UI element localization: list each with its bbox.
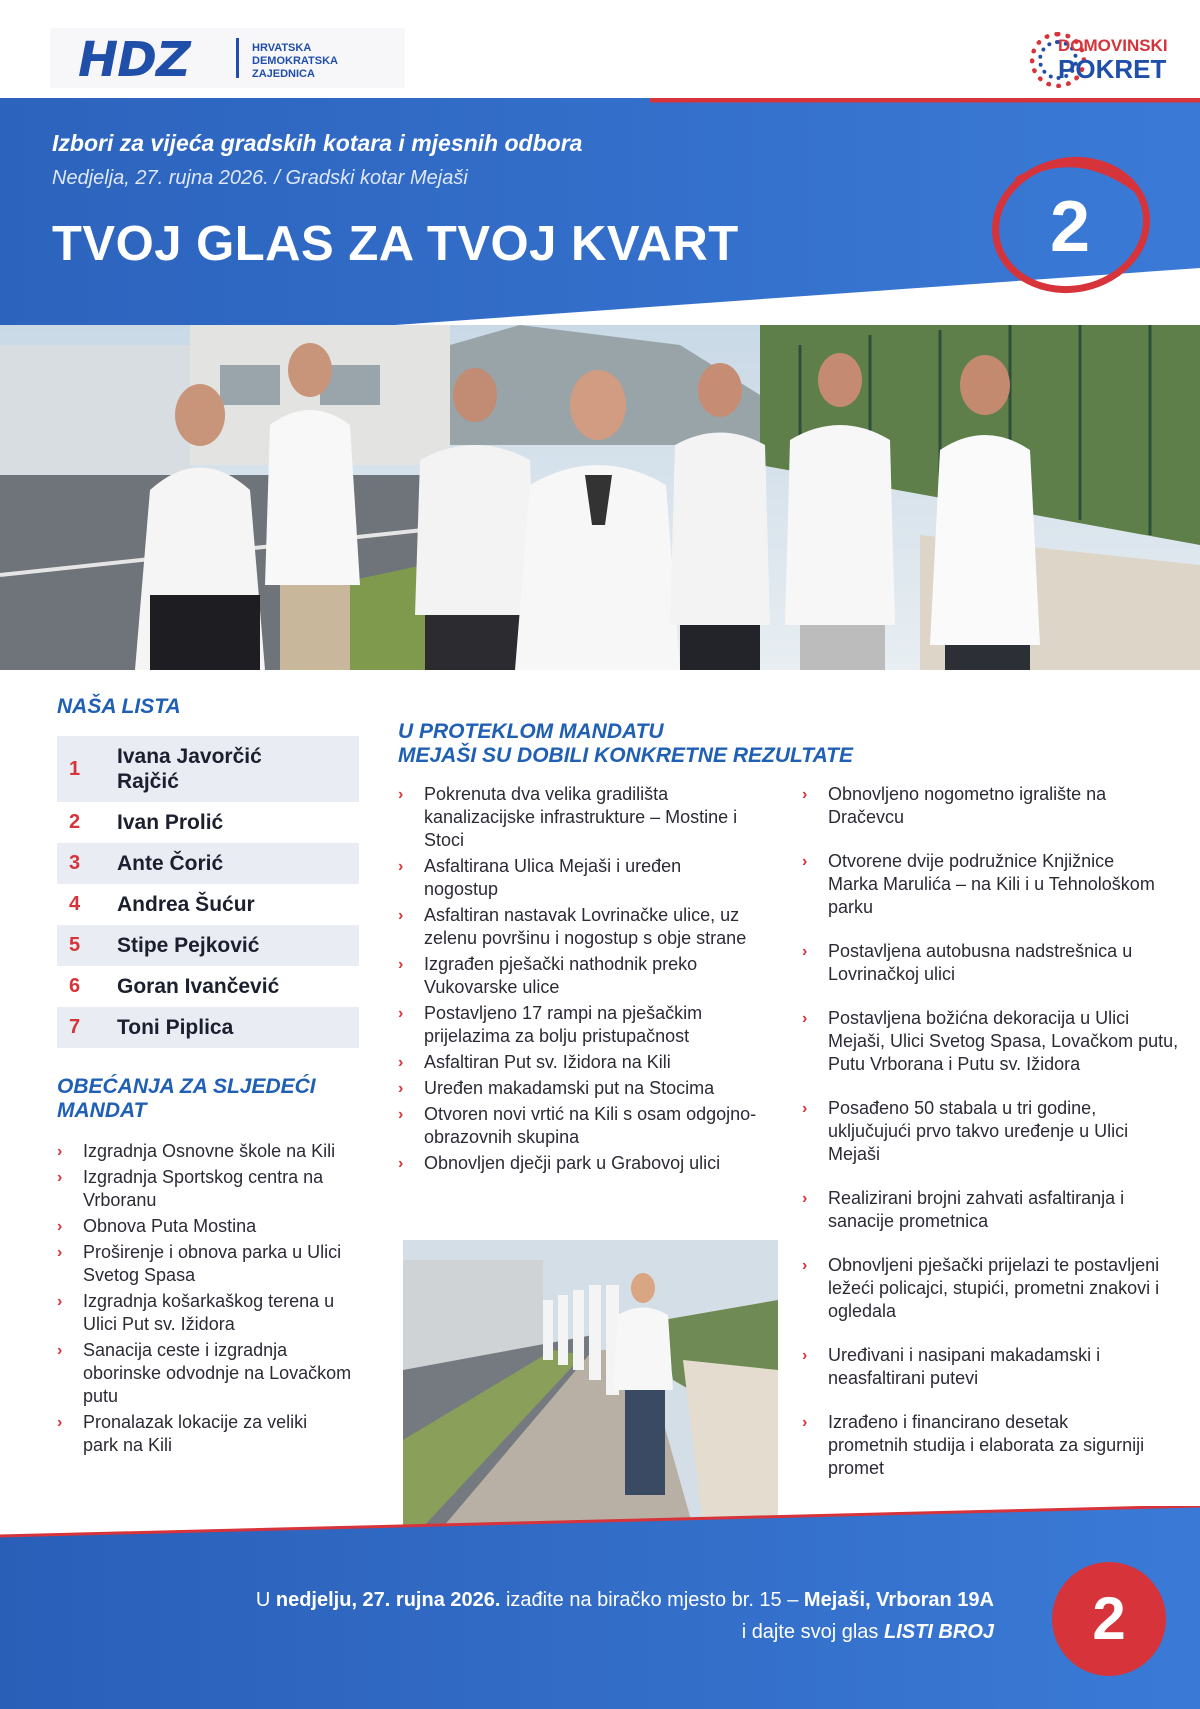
result-item bbox=[802, 1254, 1173, 1323]
promise-item bbox=[57, 1290, 368, 1336]
footer-call-to-action bbox=[100, 1621, 994, 1644]
candidate-number: 7 bbox=[69, 1016, 81, 1038]
promise-item bbox=[57, 1339, 353, 1408]
result-item bbox=[802, 940, 1188, 986]
footer-list-label: LISTI BROJ bbox=[883, 1621, 994, 1643]
result-item bbox=[398, 1103, 769, 1149]
result-text: Asfaltiran Put sv. Ižidora na Kili bbox=[424, 1052, 671, 1072]
promise-text: Obnova Puta Mostina bbox=[83, 1216, 257, 1236]
result-text: Izrađeno i financirano desetak prometnih studija i elaborata za sigurniji promet bbox=[828, 1412, 1145, 1478]
results-heading-line: MEJAŠI SU DOBILI KONKRETNE REZULTATE bbox=[398, 744, 854, 767]
hdz-name-line: HRVATSKA bbox=[252, 42, 312, 54]
result-item bbox=[398, 904, 794, 950]
candidate-number: 1 bbox=[69, 757, 81, 780]
result-item bbox=[398, 1051, 794, 1074]
results-heading-line: U PROTEKLOM MANDATU bbox=[398, 720, 664, 743]
result-item bbox=[802, 850, 1168, 919]
result-text: Postavljena autobusna nadstrešnica u Lovrinačkoj ulici bbox=[828, 941, 1133, 984]
promises-heading: OBEĆANJA ZA SLJEDEĆI MANDAT bbox=[57, 1075, 316, 1122]
hdz-logo bbox=[50, 28, 405, 88]
promise-text: Proširenje i obnova parka u Ulici Svetog Spasa bbox=[83, 1242, 342, 1285]
footer-voting-info bbox=[100, 1589, 994, 1612]
promise-item bbox=[57, 1215, 383, 1238]
result-item bbox=[802, 1187, 1188, 1233]
chevron-right-icon: › bbox=[57, 1244, 63, 1261]
promise-item bbox=[57, 1140, 363, 1163]
candidate-name: Andrea Šućur bbox=[117, 893, 255, 916]
result-text: Obnovljeno nogometno igralište na Dračevcu bbox=[828, 784, 1107, 827]
promise-text: Izgradnja košarkaškog terena u Ulici Put sv. Ižidora bbox=[83, 1291, 335, 1334]
candidate-row bbox=[57, 884, 359, 925]
result-text: Izgrađen pješački nathodnik preko Vukovarske ulice bbox=[424, 954, 698, 997]
candidate-list-heading: NAŠA LISTA bbox=[57, 695, 181, 718]
promise-item bbox=[57, 1411, 323, 1457]
footer-location: Mejaši, Vrboran 19A bbox=[803, 1589, 994, 1611]
result-text: Obnovljeni pješački prijelazi te postavljeni ležeći policajci, stupići, prometni znakovi i ogledala bbox=[828, 1255, 1160, 1321]
candidate-row bbox=[57, 736, 359, 802]
chevron-right-icon: › bbox=[57, 1218, 63, 1235]
result-text: Otvoren novi vrtić na Kili s osam odgojno-obrazovnih skupina bbox=[424, 1104, 757, 1147]
result-text: Otvorene dvije podružnice Knjižnice Marka Marulića – na Kili i u Tehnološkom parku bbox=[828, 851, 1155, 917]
chevron-right-icon: › bbox=[398, 858, 404, 875]
result-text: Asfaltirana Ulica Mejaši i uređen nogostup bbox=[424, 856, 682, 899]
chevron-right-icon: › bbox=[57, 1143, 63, 1160]
election-subtitle: Izbori za vijeća gradskih kotara i mjesnih odbora bbox=[52, 130, 583, 156]
dp-logo-bottom-text: POKRET bbox=[1058, 54, 1167, 84]
footer-text: i dajte svoj glas bbox=[741, 1621, 884, 1643]
chevron-right-icon: › bbox=[802, 1414, 808, 1431]
result-item bbox=[802, 1097, 1173, 1166]
footer-text: izađite na biračko mjesto br. 15 – bbox=[500, 1589, 804, 1611]
result-item bbox=[802, 1411, 1148, 1480]
result-item bbox=[802, 1344, 1173, 1390]
result-item bbox=[398, 1152, 799, 1175]
promise-text: Izgradnja Sportskog centra na Vrboranu bbox=[83, 1167, 324, 1210]
result-item bbox=[398, 1077, 794, 1100]
chevron-right-icon: › bbox=[398, 1080, 404, 1097]
chevron-right-icon: › bbox=[398, 1155, 404, 1172]
result-text: Postavljena božićna dekoracija u Ulici Mejaši, Ulici Svetog Spasa, Lovačkom putu, Putu Vrborana i Putu sv. Ižidora bbox=[828, 1008, 1179, 1074]
chevron-right-icon: › bbox=[57, 1342, 63, 1359]
candidate-name: Ante Čorić bbox=[117, 852, 224, 875]
chevron-right-icon: › bbox=[398, 1054, 404, 1071]
candidates-group-photo bbox=[0, 325, 1200, 670]
promise-item bbox=[57, 1241, 363, 1287]
candidate-row bbox=[57, 925, 359, 966]
promises-list bbox=[57, 1140, 367, 1460]
candidate-name: Toni Piplica bbox=[117, 1016, 234, 1039]
promise-item bbox=[57, 1166, 383, 1212]
candidate-number: 3 bbox=[69, 852, 81, 874]
candidate-name: Stipe Pejković bbox=[117, 934, 260, 957]
domovinski-pokret-logo bbox=[1024, 26, 1174, 96]
chevron-right-icon: › bbox=[802, 1257, 808, 1274]
chevron-right-icon: › bbox=[802, 853, 808, 870]
dp-logo-top-text: DOMOVINSKI bbox=[1058, 36, 1168, 55]
result-item bbox=[802, 1007, 1188, 1076]
candidate-row bbox=[57, 843, 359, 884]
hdz-name-line: DEMOKRATSKA bbox=[252, 55, 338, 67]
result-text: Uređen makadamski put na Stocima bbox=[424, 1078, 715, 1098]
result-text: Postavljeno 17 rampi na pješačkim prijelazima za bolju pristupačnost bbox=[424, 1003, 703, 1046]
promise-text: Izgradnja Osnovne škole na Kili bbox=[83, 1141, 336, 1161]
hdz-logo-mark: HDZ bbox=[78, 32, 190, 88]
results-list-middle bbox=[398, 783, 773, 1178]
results-list-right bbox=[802, 783, 1179, 1501]
result-text: Realizirani brojni zahvati asfaltiranja i sanacije prometnica bbox=[828, 1188, 1125, 1231]
chevron-right-icon: › bbox=[398, 1005, 404, 1022]
candidate-number: 2 bbox=[69, 811, 81, 833]
footer-list-number-badge: 2 bbox=[1052, 1562, 1166, 1676]
chevron-right-icon: › bbox=[802, 1190, 808, 1207]
footer-date: nedjelju, 27. rujna 2026. bbox=[275, 1589, 501, 1611]
candidate-row bbox=[57, 802, 359, 843]
footer-text: U bbox=[255, 1589, 276, 1611]
result-item bbox=[398, 783, 769, 852]
candidate-number: 5 bbox=[69, 934, 81, 956]
result-item bbox=[398, 953, 769, 999]
hdz-logo-name bbox=[252, 42, 338, 81]
chevron-right-icon: › bbox=[802, 943, 808, 960]
result-text: Posađeno 50 stabala u tri godine, uključujući prvo takvo uređenje u Ulici Mejaši bbox=[828, 1098, 1129, 1164]
candidate-number: 4 bbox=[69, 893, 81, 915]
candidate-row bbox=[57, 1007, 359, 1048]
chevron-right-icon: › bbox=[57, 1169, 63, 1186]
chevron-right-icon: › bbox=[57, 1293, 63, 1310]
candidate-name: Goran Ivančević bbox=[117, 975, 280, 998]
hdz-name-line: ZAJEDNICA bbox=[252, 68, 315, 80]
result-text: Obnovljen dječji park u Grabovoj ulici bbox=[424, 1153, 721, 1173]
candidate-row bbox=[57, 966, 359, 1007]
results-heading bbox=[398, 720, 878, 768]
chevron-right-icon: › bbox=[802, 1010, 808, 1027]
chevron-right-icon: › bbox=[802, 1100, 808, 1117]
candidate-number: 6 bbox=[69, 975, 81, 997]
chevron-right-icon: › bbox=[802, 786, 808, 803]
candidate-name: Ivan Prolić bbox=[117, 811, 224, 834]
group-photo-illustration bbox=[0, 325, 1200, 670]
promise-text: Pronalazak lokacije za veliki park na Kili bbox=[83, 1412, 308, 1455]
chevron-right-icon: › bbox=[57, 1414, 63, 1431]
list-number-badge: 2 bbox=[1049, 187, 1091, 267]
chevron-right-icon: › bbox=[398, 907, 404, 924]
chevron-right-icon: › bbox=[398, 786, 404, 803]
result-text: Pokrenuta dva velika gradilišta kanalizacijske infrastrukture – Mostine i Stoci bbox=[424, 784, 738, 850]
promise-text: Sanacija ceste i izgradnja oborinske odvodnje na Lovačkom putu bbox=[83, 1340, 352, 1406]
result-text: Asfaltiran nastavak Lovrinačke ulice, uz zelenu površinu i nogostup s obje strane bbox=[424, 905, 747, 948]
election-date: Nedjelja, 27. rujna 2026. / Gradski kotar Mejaši bbox=[52, 167, 468, 189]
candidates-sidewalk-photo bbox=[403, 1240, 778, 1527]
candidate-list bbox=[57, 736, 359, 1048]
result-item bbox=[398, 1002, 769, 1048]
chevron-right-icon: › bbox=[398, 1106, 404, 1123]
result-text: Uređivani i nasipani makadamski i neasfaltirani putevi bbox=[828, 1345, 1101, 1388]
chevron-right-icon: › bbox=[398, 956, 404, 973]
candidate-name: Ivana Javorčić Rajčić bbox=[117, 745, 262, 793]
chevron-right-icon: › bbox=[802, 1347, 808, 1364]
page-title: TVOJ GLAS ZA TVOJ KVART bbox=[52, 217, 739, 271]
result-item bbox=[802, 783, 1168, 829]
result-item bbox=[398, 855, 744, 901]
sidewalk-photo-illustration bbox=[403, 1240, 778, 1527]
hdz-logo-divider bbox=[236, 38, 239, 78]
